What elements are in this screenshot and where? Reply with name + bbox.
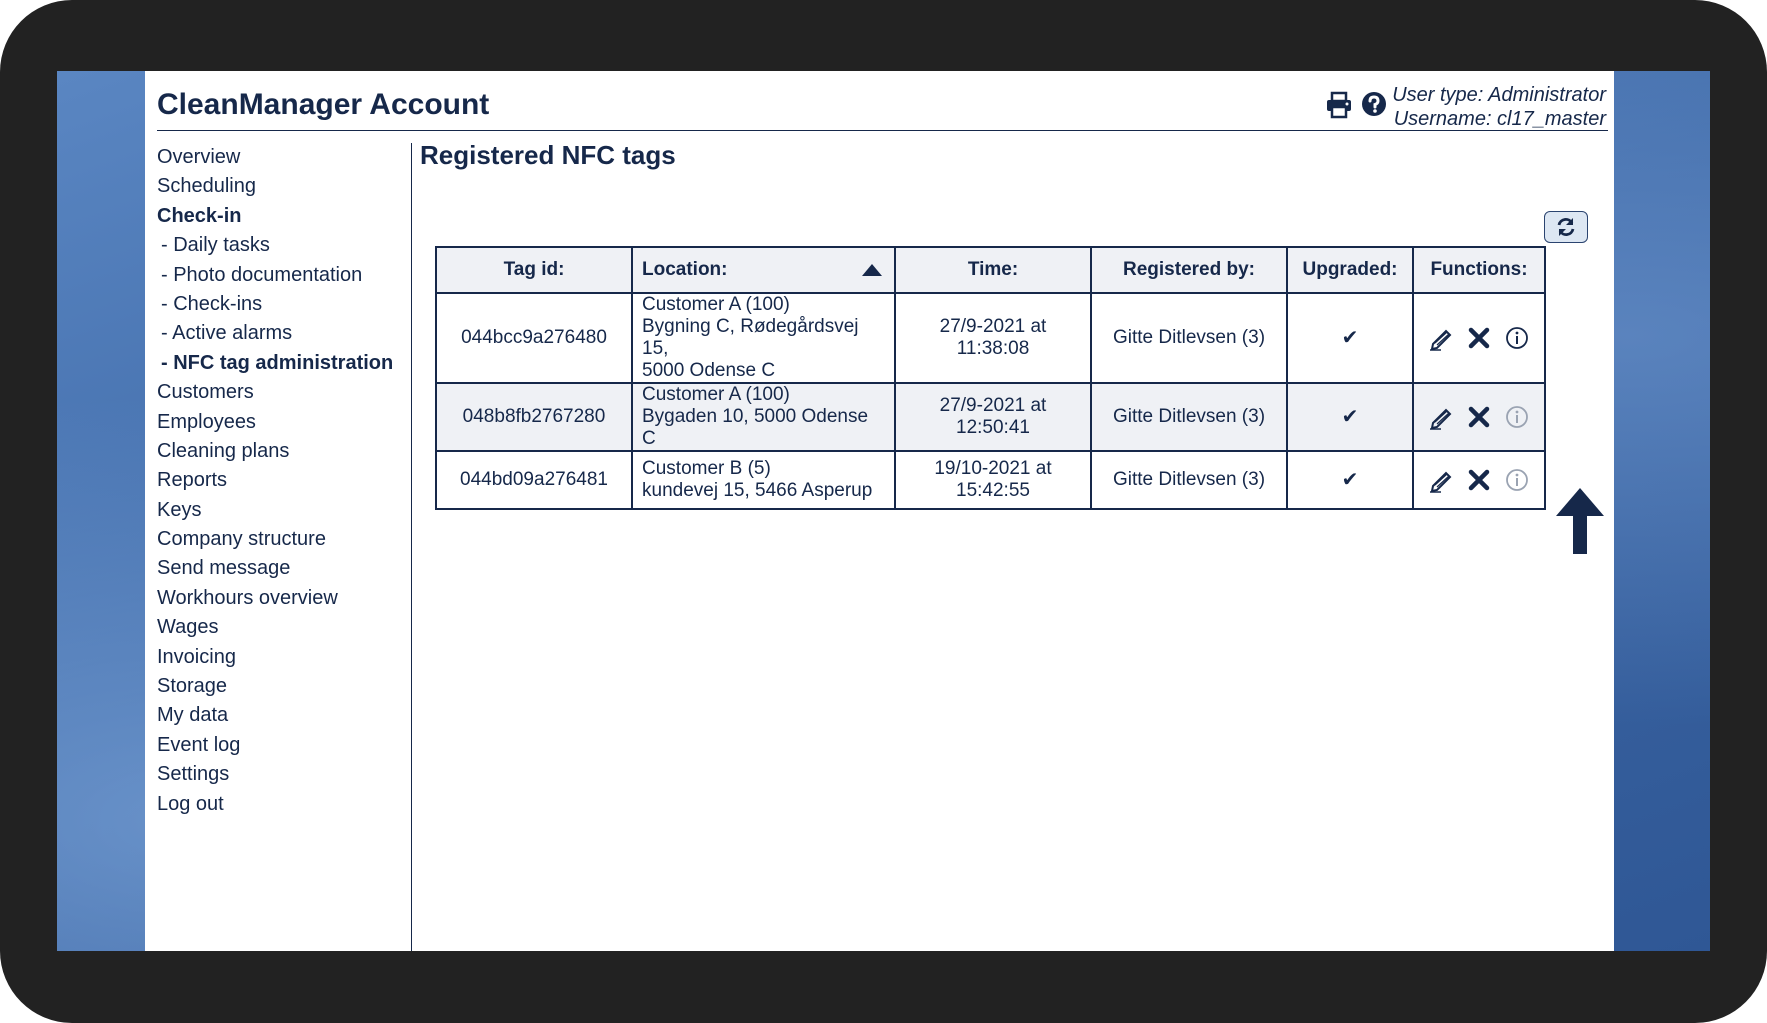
sidebar-item-send-message[interactable]: Send message — [157, 557, 291, 580]
refresh-button[interactable] — [1544, 211, 1588, 243]
sidebar-item-customers[interactable]: Customers — [157, 381, 254, 404]
page-title: Registered NFC tags — [420, 140, 676, 170]
time-line: 11:38:08 — [956, 338, 1030, 359]
delete-x-icon[interactable] — [1465, 466, 1493, 494]
tag-id-cell: 044bcc9a276480 — [436, 293, 632, 383]
registered-by-cell: Gitte Ditlevsen (3) — [1091, 451, 1287, 509]
app-title: CleanManager Account — [157, 88, 490, 121]
header-divider — [157, 130, 1608, 131]
sidebar-item-scheduling[interactable]: Scheduling — [157, 175, 256, 198]
column-location-label: Location: — [642, 259, 728, 280]
delete-x-icon[interactable] — [1465, 403, 1493, 431]
tag-id-cell: 044bd09a276481 — [436, 451, 632, 509]
time-cell — [895, 451, 1091, 509]
sidebar-item-workhours-overview[interactable]: Workhours overview — [157, 586, 338, 609]
sidebar-item-settings[interactable]: Settings — [157, 763, 230, 786]
sort-ascending-icon[interactable] — [862, 264, 882, 276]
time-line: 15:42:55 — [956, 480, 1030, 501]
sidebar-item-reports[interactable]: Reports — [157, 469, 228, 492]
page — [145, 71, 1614, 951]
checkmark-icon: ✔ — [1341, 468, 1359, 491]
column-time[interactable]: Time: — [895, 247, 1091, 293]
functions-cell — [1413, 383, 1545, 451]
time-line: 19/10-2021 at — [934, 458, 1052, 479]
column-upgraded[interactable]: Upgraded: — [1287, 247, 1413, 293]
table-row — [436, 383, 1545, 451]
nfc-tags-table — [435, 246, 1546, 510]
username: Username: cl17_master — [1393, 108, 1606, 130]
pencil-icon[interactable] — [1427, 403, 1455, 431]
sidebar-item-cleaning-plans[interactable]: Cleaning plans — [157, 439, 290, 462]
functions-cell — [1413, 451, 1545, 509]
functions-cell — [1413, 293, 1545, 383]
time-line: 12:50:41 — [956, 417, 1030, 438]
sidebar-nav — [157, 143, 405, 819]
registered-by-cell: Gitte Ditlevsen (3) — [1091, 293, 1287, 383]
time-line: 27/9-2021 at — [939, 395, 1047, 416]
location-cell — [632, 383, 895, 451]
location-line: Customer A (100) — [642, 384, 790, 405]
upgraded-cell — [1287, 451, 1413, 509]
upgraded-cell — [1287, 293, 1413, 383]
time-cell — [895, 293, 1091, 383]
sidebar-item-keys[interactable]: Keys — [157, 498, 202, 521]
user-type: User type: Administrator — [1392, 84, 1606, 106]
user-info — [1392, 83, 1606, 131]
sidebar-item-wages[interactable]: Wages — [157, 616, 219, 639]
sidebar-divider — [411, 143, 412, 951]
sidebar-item-storage[interactable]: Storage — [157, 675, 228, 698]
sidebar-item-nfc-tag-administration[interactable]: - NFC tag administration — [161, 351, 394, 374]
sidebar-item-event-log[interactable]: Event log — [157, 733, 241, 756]
location-line: Bygning C, Rødegårdsvej 15, — [642, 316, 859, 359]
sidebar-item-check-in[interactable]: Check-in — [157, 204, 242, 227]
sidebar-item-active-alarms[interactable]: - Active alarms — [161, 322, 293, 345]
table-row — [436, 293, 1545, 383]
column-registered-by[interactable]: Registered by: — [1091, 247, 1287, 293]
location-line: Customer B (5) — [642, 458, 771, 479]
sidebar-item-check-ins[interactable]: - Check-ins — [161, 292, 263, 315]
sidebar-item-log-out[interactable]: Log out — [157, 792, 224, 815]
checkmark-icon: ✔ — [1341, 405, 1359, 428]
column-functions: Functions: — [1413, 247, 1545, 293]
info-icon[interactable] — [1503, 324, 1531, 352]
table-header-row — [436, 247, 1545, 293]
time-cell — [895, 383, 1091, 451]
info-icon[interactable] — [1503, 403, 1531, 431]
time-line: 27/9-2021 at — [939, 316, 1047, 337]
pencil-icon[interactable] — [1427, 466, 1455, 494]
sidebar-item-overview[interactable]: Overview — [157, 146, 241, 168]
location-line: kundevej 15, 5466 Asperup — [642, 480, 873, 501]
location-cell — [632, 293, 895, 383]
sidebar-item-company-structure[interactable]: Company structure — [157, 528, 326, 551]
location-line: Customer A (100) — [642, 294, 790, 315]
refresh-icon — [1555, 216, 1577, 238]
printer-icon[interactable] — [1325, 91, 1353, 119]
column-tag-id[interactable]: Tag id: — [436, 247, 632, 293]
sidebar-item-employees[interactable]: Employees — [157, 410, 256, 433]
registered-by-cell: Gitte Ditlevsen (3) — [1091, 383, 1287, 451]
table-row — [436, 451, 1545, 509]
column-location[interactable] — [632, 247, 895, 293]
pencil-icon[interactable] — [1427, 324, 1455, 352]
tag-id-cell: 048b8fb2767280 — [436, 383, 632, 451]
arrow-up-icon — [1556, 488, 1604, 554]
sidebar-item-daily-tasks[interactable]: - Daily tasks — [161, 234, 270, 257]
upgraded-cell — [1287, 383, 1413, 451]
location-line: 5000 Odense C — [642, 360, 776, 381]
delete-x-icon[interactable] — [1465, 324, 1493, 352]
screen — [57, 71, 1710, 951]
checkmark-icon: ✔ — [1341, 326, 1359, 349]
info-icon[interactable] — [1503, 466, 1531, 494]
location-cell — [632, 451, 895, 509]
sidebar-item-photo-documentation[interactable]: - Photo documentation — [161, 263, 363, 286]
sidebar-item-invoicing[interactable]: Invoicing — [157, 645, 236, 668]
location-line: Bygaden 10, 5000 Odense C — [642, 406, 869, 449]
help-icon[interactable] — [1361, 91, 1387, 117]
sidebar-item-my-data[interactable]: My data — [157, 704, 229, 727]
